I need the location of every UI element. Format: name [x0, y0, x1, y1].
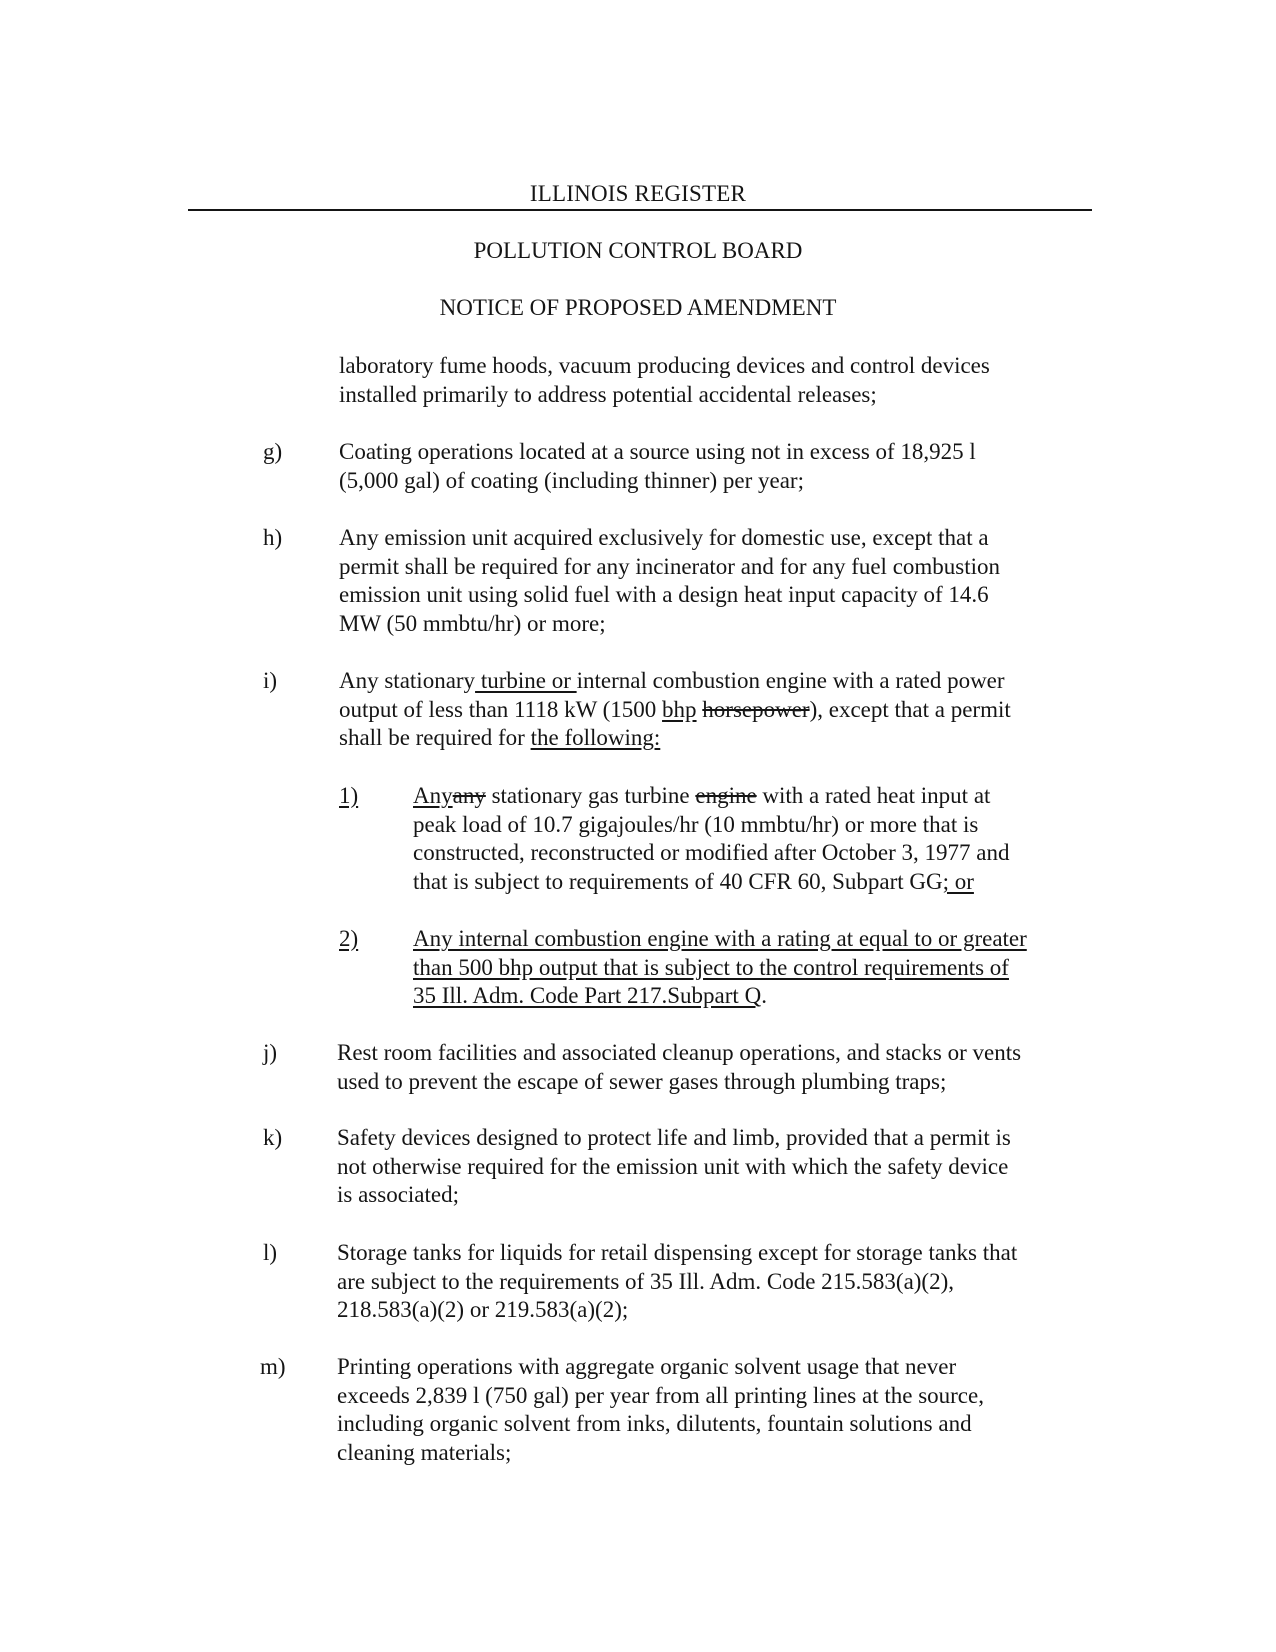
- header-rule: [188, 209, 1092, 211]
- text-line: Printing operations with aggregate organic solvent usage that never: [337, 1354, 957, 1379]
- item-text-l: [337, 1239, 1017, 1325]
- text-line: used to prevent the escape of sewer gases through plumbing traps;: [337, 1068, 947, 1094]
- text-line: laboratory fume hoods, vacuum producing devices and control devices: [339, 353, 990, 378]
- text-line: [413, 982, 1027, 1011]
- item-label-m: m): [260, 1354, 286, 1379]
- text-line: 218.583(a)(2) or 219.583(a)(2);: [337, 1297, 629, 1323]
- item-label-k: k): [263, 1125, 283, 1150]
- text-line: Safety devices designed to protect life and limb, provided that a permit is: [337, 1125, 1011, 1150]
- inserted-text: the following:: [530, 725, 661, 751]
- deleted-text: horsepower: [702, 696, 810, 722]
- text-line: not otherwise required for the emission unit with which the safety device: [337, 1153, 1009, 1179]
- text-line: cleaning materials;: [337, 1439, 512, 1465]
- inserted-text: turbine or: [475, 668, 577, 693]
- text-line: is associated;: [337, 1182, 459, 1208]
- text-run: stationary gas turbine: [485, 783, 696, 808]
- text-line: Rest room facilities and associated cleanup operations, and stacks or vents: [337, 1040, 1022, 1065]
- text-line: [413, 868, 1010, 897]
- text-line: Coating operations located at a source using not in excess of 18,925 l: [339, 439, 976, 464]
- text-run: output of less than 1118 kW (1500: [339, 696, 663, 722]
- subitem-text-1: [413, 782, 1010, 896]
- text-line: [339, 667, 1011, 696]
- inserted-line: Any internal combustion engine with a rating at equal to or greater: [413, 926, 1027, 951]
- inserted-text: ; or: [942, 868, 974, 894]
- text-line: constructed, reconstructed or modified after October 3, 1977 and: [413, 840, 1010, 866]
- intro-paragraph: [339, 352, 990, 409]
- text-line: [339, 696, 1011, 725]
- text-run: with a rated heat input at: [756, 783, 991, 808]
- item-text-j: [337, 1039, 1021, 1096]
- item-text-h: [339, 524, 1000, 638]
- item-text-m: [337, 1353, 984, 1467]
- item-text-k: [337, 1124, 1011, 1210]
- text-line: permit shall be required for any incinerator and for any fuel combustion: [339, 553, 1001, 579]
- item-label-i: i): [263, 668, 278, 693]
- subitem-text-2: [413, 925, 1027, 1011]
- inserted-text: 35 Ill. Adm. Code Part 217.Subpart Q: [413, 983, 762, 1009]
- item-text-i: [339, 667, 1011, 753]
- register-title: ILLINOIS REGISTER: [529, 181, 747, 206]
- subitem-label-1: 1): [339, 783, 359, 808]
- item-label-h: h): [263, 525, 283, 550]
- text-line: [413, 782, 1010, 811]
- item-label-j: j): [263, 1040, 278, 1065]
- text-run: internal combustion engine with a rated power: [576, 668, 1005, 693]
- text-line: exceeds 2,839 l (750 gal) per year from all printing lines at the source,: [337, 1382, 984, 1408]
- text-run: that is subject to requirements of 40 CFR 60, Subpart GG: [413, 868, 943, 894]
- text-line: Any emission unit acquired exclusively for domestic use, except that a: [339, 525, 989, 550]
- text-run: shall be required for: [339, 725, 531, 751]
- board-name: POLLUTION CONTROL BOARD: [473, 238, 803, 263]
- inserted-text: bhp: [662, 696, 697, 722]
- inserted-line: than 500 bhp output that is subject to the control requirements of: [413, 954, 1009, 980]
- text-line: MW (50 mmbtu/hr) or more;: [339, 610, 606, 636]
- deleted-text: engine: [695, 783, 757, 808]
- deleted-text: any: [452, 783, 486, 808]
- text-line: are subject to the requirements of 35 Ill. Adm. Code 215.583(a)(2),: [337, 1268, 955, 1294]
- text-line: peak load of 10.7 gigajoules/hr (10 mmbtu/hr) or more that is: [413, 811, 979, 837]
- text-run: .: [761, 983, 767, 1009]
- text-run: Any stationary: [339, 668, 476, 693]
- item-text-g: [339, 438, 976, 495]
- text-line: emission unit using solid fuel with a design heat input capacity of 14.6: [339, 582, 989, 608]
- text-line: (5,000 gal) of coating (including thinner) per year;: [339, 467, 804, 493]
- notice-title: NOTICE OF PROPOSED AMENDMENT: [439, 295, 837, 320]
- text-line: installed primarily to address potential accidental releases;: [339, 381, 877, 407]
- item-label-g: g): [263, 439, 283, 464]
- text-run: ), except that a permit: [809, 696, 1011, 722]
- text-line: including organic solvent from inks, dilutents, fountain solutions and: [337, 1411, 972, 1437]
- inserted-text: Any: [413, 783, 453, 808]
- item-label-l: l): [263, 1240, 278, 1265]
- text-line: [339, 724, 1011, 753]
- subitem-label-2: 2): [339, 926, 359, 951]
- text-line: Storage tanks for liquids for retail dispensing except for storage tanks that: [337, 1240, 1018, 1265]
